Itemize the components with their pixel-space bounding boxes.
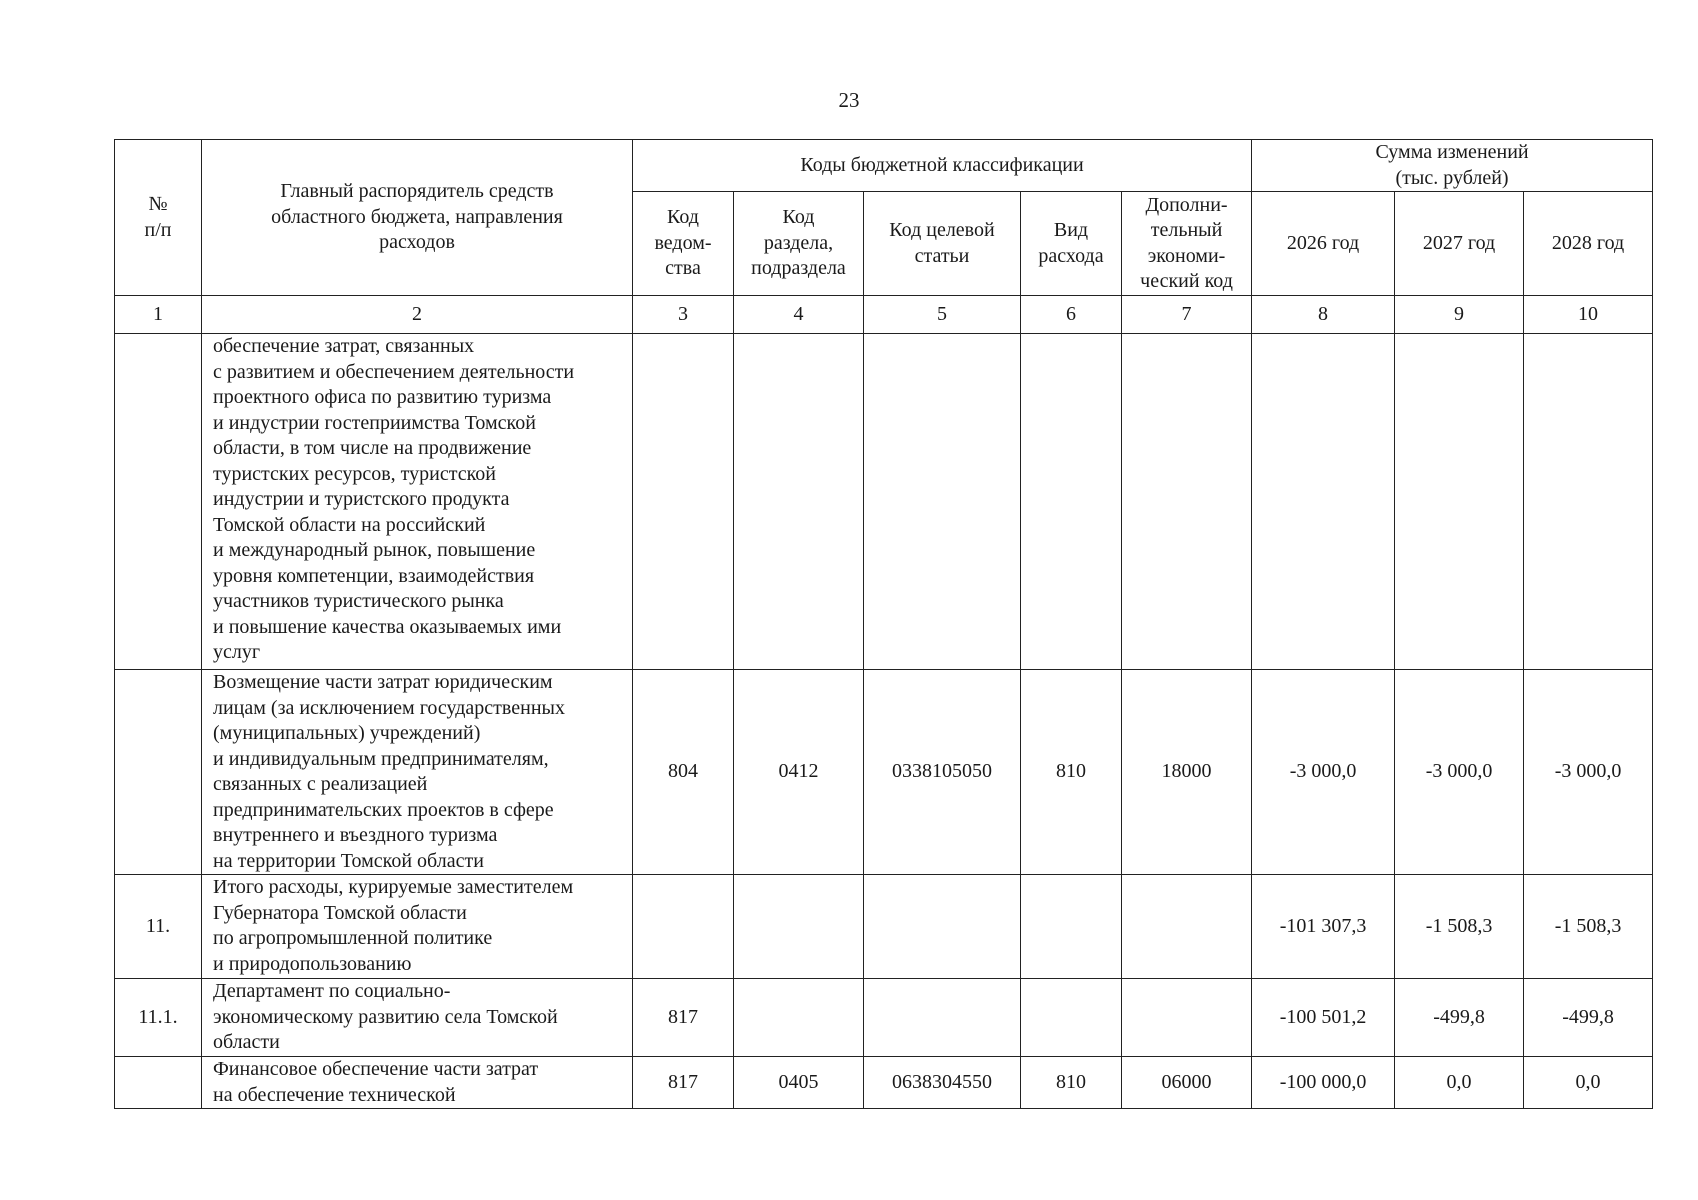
row-number: 11.1.	[115, 979, 202, 1057]
row-code-expense-type	[1021, 979, 1122, 1057]
row-number: 11.	[115, 875, 202, 979]
row-sum-2028: -499,8	[1524, 979, 1653, 1057]
column-number: 6	[1021, 296, 1122, 334]
column-number-row	[115, 296, 1653, 334]
row-number	[115, 334, 202, 670]
row-code-section	[734, 875, 864, 979]
row-sum-2028: -1 508,3	[1524, 875, 1653, 979]
row-code-expense-type	[1021, 334, 1122, 670]
row-sum-2026: -100 501,2	[1252, 979, 1395, 1057]
header-budget-codes-group: Коды бюджетной классификации	[633, 140, 1252, 192]
row-code-department: 817	[633, 1057, 734, 1109]
row-code-economic: 06000	[1122, 1057, 1252, 1109]
table-row	[115, 1057, 1653, 1109]
header-code-expense-type: Вид расхода	[1021, 192, 1122, 296]
row-code-expense-type: 810	[1021, 1057, 1122, 1109]
row-sum-2028: -3 000,0	[1524, 670, 1653, 875]
row-sum-2026: -3 000,0	[1252, 670, 1395, 875]
row-sum-2026: -101 307,3	[1252, 875, 1395, 979]
column-number: 2	[202, 296, 633, 334]
row-code-target	[864, 875, 1021, 979]
table-row	[115, 334, 1653, 670]
row-number	[115, 1057, 202, 1109]
row-sum-2028: 0,0	[1524, 1057, 1653, 1109]
row-sum-2026	[1252, 334, 1395, 670]
row-code-economic	[1122, 979, 1252, 1057]
row-sum-2027: -499,8	[1395, 979, 1524, 1057]
row-description: обеспечение затрат, связанных с развитием и обеспечением деятельности проектного офиса по развитию туризма и индустрии гостеприимства Томской области, в том числе на продвижение туристских ресурсов, туристской индустрии и туристского продукта Томской области на российский и международный рынок, повышение уровня компетенции, взаимодействия участников туристического рынка и повышение качества оказываемых ими услуг	[202, 334, 633, 670]
budget-changes-table	[114, 139, 1653, 1109]
row-sum-2027: 0,0	[1395, 1057, 1524, 1109]
row-code-section: 0405	[734, 1057, 864, 1109]
header-code-section: Код раздела, подраздела	[734, 192, 864, 296]
header-year-2026: 2026 год	[1252, 192, 1395, 296]
header-code-department: Код ведом- ства	[633, 192, 734, 296]
table-row	[115, 670, 1653, 875]
row-code-expense-type	[1021, 875, 1122, 979]
column-number: 1	[115, 296, 202, 334]
column-number: 10	[1524, 296, 1653, 334]
column-number: 3	[633, 296, 734, 334]
column-number: 8	[1252, 296, 1395, 334]
row-code-department: 817	[633, 979, 734, 1057]
header-sum-changes-group: Сумма изменений (тыс. рублей)	[1252, 140, 1653, 192]
header-row-number: № п/п	[115, 140, 202, 296]
row-description: Финансовое обеспечение части затрат на обеспечение технической	[202, 1057, 633, 1109]
row-code-economic: 18000	[1122, 670, 1252, 875]
row-code-expense-type: 810	[1021, 670, 1122, 875]
row-sum-2027: -3 000,0	[1395, 670, 1524, 875]
header-year-2027: 2027 год	[1395, 192, 1524, 296]
row-sum-2027	[1395, 334, 1524, 670]
table-row	[115, 875, 1653, 979]
table-row	[115, 979, 1653, 1057]
page-number: 23	[838, 88, 860, 112]
column-number: 5	[864, 296, 1021, 334]
row-code-department: 804	[633, 670, 734, 875]
header-code-target: Код целевой статьи	[864, 192, 1021, 296]
row-code-department	[633, 334, 734, 670]
row-number	[115, 670, 202, 875]
header-main-manager: Главный распорядитель средств областного бюджета, направления расходов	[202, 140, 633, 296]
row-description: Итого расходы, курируемые заместителем Губернатора Томской области по агропромышленной политике и природопользованию	[202, 875, 633, 979]
column-number: 4	[734, 296, 864, 334]
row-description: Возмещение части затрат юридическим лицам (за исключением государственных (муниципальных) учреждений) и индивидуальным предпринимателям, связанных с реализацией предпринимательских проектов в сфере внутреннего и въездного туризма на территории Томской области	[202, 670, 633, 875]
row-code-economic	[1122, 334, 1252, 670]
row-sum-2027: -1 508,3	[1395, 875, 1524, 979]
row-code-target	[864, 979, 1021, 1057]
row-code-target: 0338105050	[864, 670, 1021, 875]
header-code-economic: Дополни- тельный экономи- ческий код	[1122, 192, 1252, 296]
row-code-target	[864, 334, 1021, 670]
row-code-section	[734, 979, 864, 1057]
header-year-2028: 2028 год	[1524, 192, 1653, 296]
row-code-section: 0412	[734, 670, 864, 875]
row-code-department	[633, 875, 734, 979]
row-code-section	[734, 334, 864, 670]
column-number: 7	[1122, 296, 1252, 334]
column-number: 9	[1395, 296, 1524, 334]
row-sum-2028	[1524, 334, 1653, 670]
row-sum-2026: -100 000,0	[1252, 1057, 1395, 1109]
row-code-target: 0638304550	[864, 1057, 1021, 1109]
row-description: Департамент по социально- экономическому развитию села Томской области	[202, 979, 633, 1057]
row-code-economic	[1122, 875, 1252, 979]
